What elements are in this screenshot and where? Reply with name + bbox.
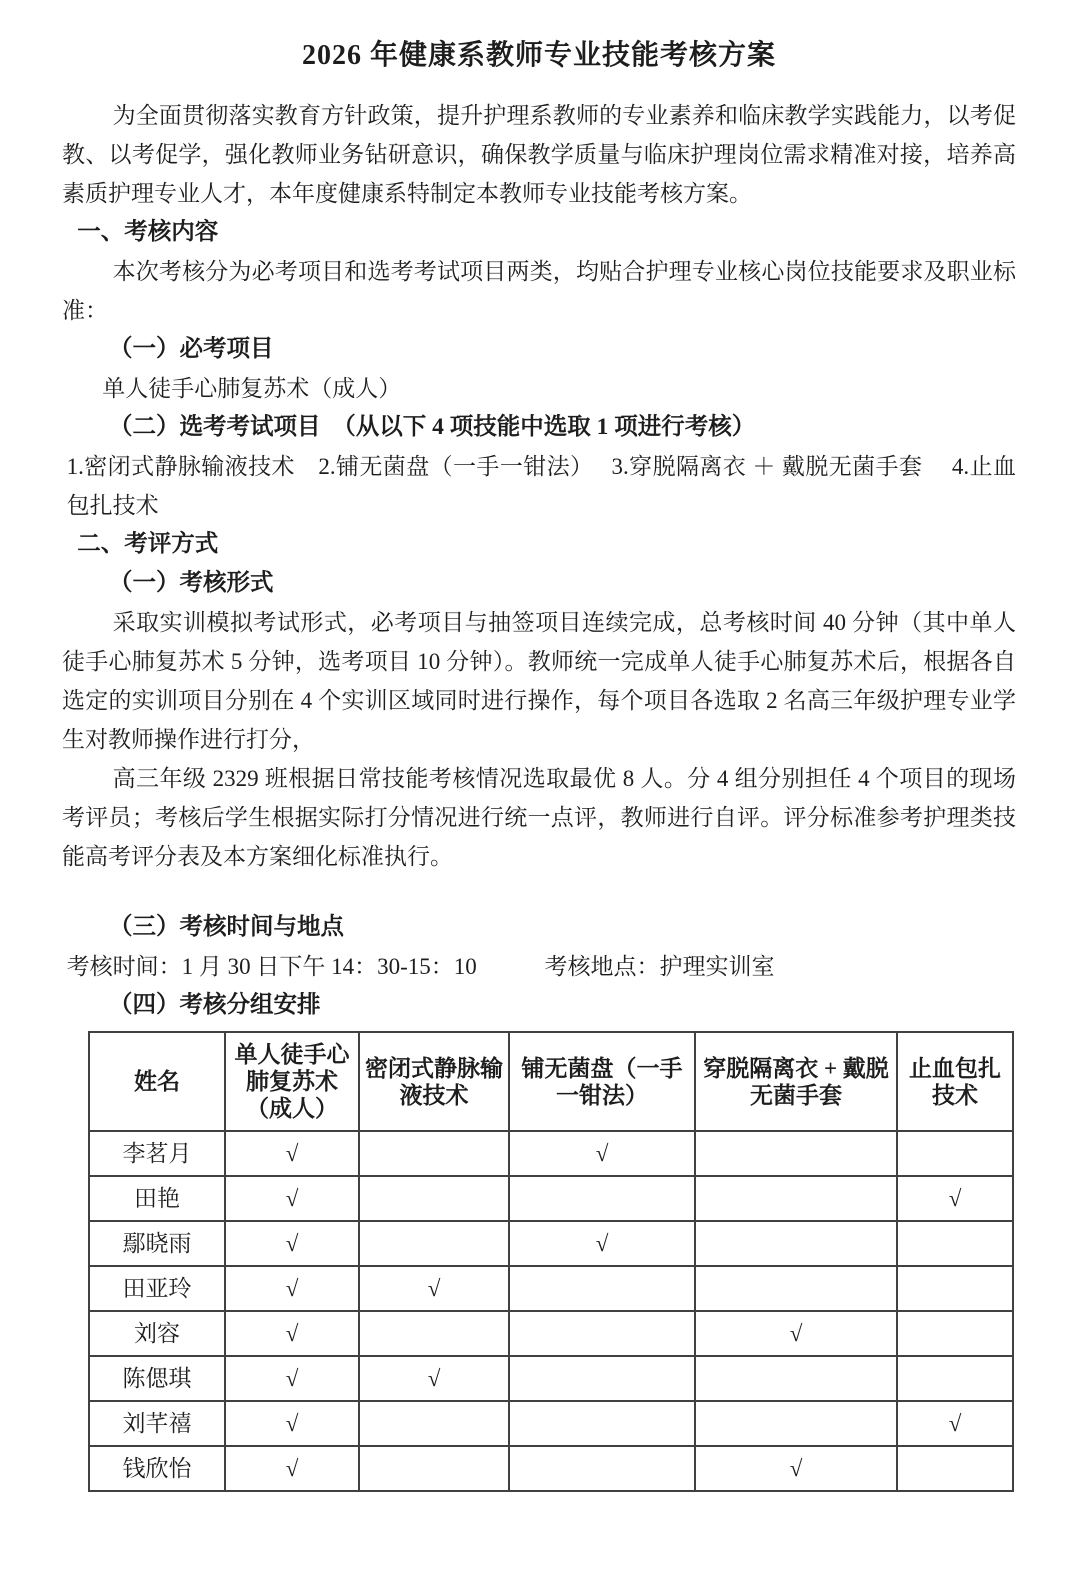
empty-cell bbox=[509, 1446, 695, 1491]
student-name-cell: 田亚玲 bbox=[89, 1266, 225, 1311]
exam-format-paragraph-1: 采取实训模拟考试形式，必考项目与抽签项目连续完成，总考核时间 40 分钟（其中单人徒手心肺复苏术 5 分钟，选考项目 10 分钟）。教师统一完成单人徒手心肺复苏术后，根据各自选定的实训项目分别在 4 个实训区域同时进行操作，每个项目各选取 2 名高三年级护理专业学生对教师操作进行打分， bbox=[62, 610, 1016, 752]
table-row bbox=[89, 1401, 1013, 1446]
empty-cell bbox=[509, 1311, 695, 1356]
empty-cell bbox=[695, 1176, 897, 1221]
empty-cell bbox=[695, 1221, 897, 1266]
student-name-cell: 刘容 bbox=[89, 1311, 225, 1356]
empty-cell bbox=[897, 1266, 1013, 1311]
empty-cell bbox=[509, 1176, 695, 1221]
column-header-iv-infusion: 密闭式静脉输液技术 bbox=[359, 1032, 509, 1131]
empty-cell bbox=[509, 1266, 695, 1311]
column-header-cpr: 单人徒手心肺复苏术（成人） bbox=[225, 1032, 359, 1131]
check-mark-cell: √ bbox=[225, 1356, 359, 1401]
student-name-cell: 陈偲琪 bbox=[89, 1356, 225, 1401]
empty-cell bbox=[359, 1131, 509, 1176]
check-mark-cell: √ bbox=[897, 1401, 1013, 1446]
check-mark-cell: √ bbox=[359, 1266, 509, 1311]
check-mark-cell: √ bbox=[897, 1176, 1013, 1221]
exam-location-text: 考核地点：护理实训室 bbox=[544, 954, 775, 979]
table-row bbox=[89, 1446, 1013, 1491]
check-mark-cell: √ bbox=[695, 1446, 897, 1491]
empty-cell bbox=[509, 1401, 695, 1446]
student-name-cell: 钱欣怡 bbox=[89, 1446, 225, 1491]
table-row bbox=[89, 1311, 1013, 1356]
column-header-sterile-tray: 铺无菌盘（一手一钳法） bbox=[509, 1032, 695, 1131]
intro-paragraph: 为全面贯彻落实教育方针政策，提升护理系教师的专业素养和临床教学实践能力，以考促教、以考促学，强化教师业务钻研意识，确保教学质量与临床护理岗位需求精准对接，培养高素质护理专业人才，本年度健康系特制定本教师专业技能考核方案。 bbox=[62, 103, 1016, 206]
student-name-cell: 刘芊禧 bbox=[89, 1401, 225, 1446]
check-mark-cell: √ bbox=[695, 1311, 897, 1356]
exam-time-location-line bbox=[67, 947, 1016, 986]
section-2-1-heading: （一）考核形式 bbox=[109, 570, 274, 596]
table-row bbox=[89, 1131, 1013, 1176]
empty-cell bbox=[509, 1356, 695, 1401]
grouping-table-header bbox=[89, 1032, 1013, 1131]
empty-cell bbox=[359, 1446, 509, 1491]
empty-cell bbox=[897, 1356, 1013, 1401]
student-name-cell: 田艳 bbox=[89, 1176, 225, 1221]
empty-cell bbox=[359, 1311, 509, 1356]
check-mark-cell: √ bbox=[225, 1401, 359, 1446]
section-1-2-heading: （二）选考考试项目 （从以下 4 项技能中选取 1 项进行考核） bbox=[109, 414, 756, 440]
mandatory-item-text: 单人徒手心肺复苏术（成人） bbox=[102, 376, 402, 401]
empty-cell bbox=[359, 1401, 509, 1446]
empty-cell bbox=[897, 1311, 1013, 1356]
header-row bbox=[89, 1032, 1013, 1131]
empty-cell bbox=[897, 1221, 1013, 1266]
table-row bbox=[89, 1176, 1013, 1221]
check-mark-cell: √ bbox=[225, 1311, 359, 1356]
check-mark-cell: √ bbox=[225, 1221, 359, 1266]
table-row bbox=[89, 1356, 1013, 1401]
exam-time-text: 考核时间：1 月 30 日下午 14：30-15：10 bbox=[66, 954, 477, 979]
section-1-heading: 一、考核内容 bbox=[77, 219, 219, 245]
grouping-table-body bbox=[89, 1131, 1013, 1491]
table-row bbox=[89, 1266, 1013, 1311]
table-row bbox=[89, 1221, 1013, 1266]
column-header-bandaging: 止血包扎技术 bbox=[897, 1032, 1013, 1131]
section-2-heading: 二、考评方式 bbox=[77, 531, 219, 557]
section-2-4-heading: （四）考核分组安排 bbox=[109, 992, 321, 1018]
empty-cell bbox=[695, 1131, 897, 1176]
column-header-isolation-gown: 穿脱隔离衣 + 戴脱无菌手套 bbox=[695, 1032, 897, 1131]
column-header-name: 姓名 bbox=[89, 1032, 225, 1131]
student-name-cell: 李茗月 bbox=[89, 1131, 225, 1176]
empty-cell bbox=[695, 1356, 897, 1401]
empty-cell bbox=[359, 1221, 509, 1266]
empty-cell bbox=[897, 1446, 1013, 1491]
exam-format-paragraph-2: 高三年级 2329 班根据日常技能考核情况选取最优 8 人。分 4 组分别担任 4 个项目的现场考评员；考核后学生根据实际打分情况进行统一点评，教师进行自评。评分标准参考护理类技能高考评分表及本方案细化标准执行。 bbox=[62, 766, 1017, 869]
student-name-cell: 鄢晓雨 bbox=[89, 1221, 225, 1266]
check-mark-cell: √ bbox=[225, 1266, 359, 1311]
document-title: 2026 年健康系教师专业技能考核方案 bbox=[301, 40, 776, 71]
empty-cell bbox=[695, 1266, 897, 1311]
optional-items-text: 1.密闭式静脉输液技术 2.铺无菌盘（一手一钳法） 3.穿脱隔离衣 ＋ 戴脱无菌手套 4.止血包扎技术 bbox=[66, 454, 1017, 518]
grouping-table bbox=[88, 1031, 1014, 1492]
check-mark-cell: √ bbox=[509, 1221, 695, 1266]
check-mark-cell: √ bbox=[359, 1356, 509, 1401]
check-mark-cell: √ bbox=[509, 1131, 695, 1176]
check-mark-cell: √ bbox=[225, 1446, 359, 1491]
check-mark-cell: √ bbox=[225, 1176, 359, 1221]
section-2-3-heading: （三）考核时间与地点 bbox=[109, 914, 344, 940]
empty-cell bbox=[695, 1401, 897, 1446]
check-mark-cell: √ bbox=[225, 1131, 359, 1176]
section-1-body: 本次考核分为必考项目和选考考试项目两类，均贴合护理专业核心岗位技能要求及职业标准： bbox=[62, 259, 1016, 323]
section-1-1-heading: （一）必考项目 bbox=[109, 336, 274, 362]
empty-cell bbox=[359, 1176, 509, 1221]
empty-cell bbox=[897, 1131, 1013, 1176]
